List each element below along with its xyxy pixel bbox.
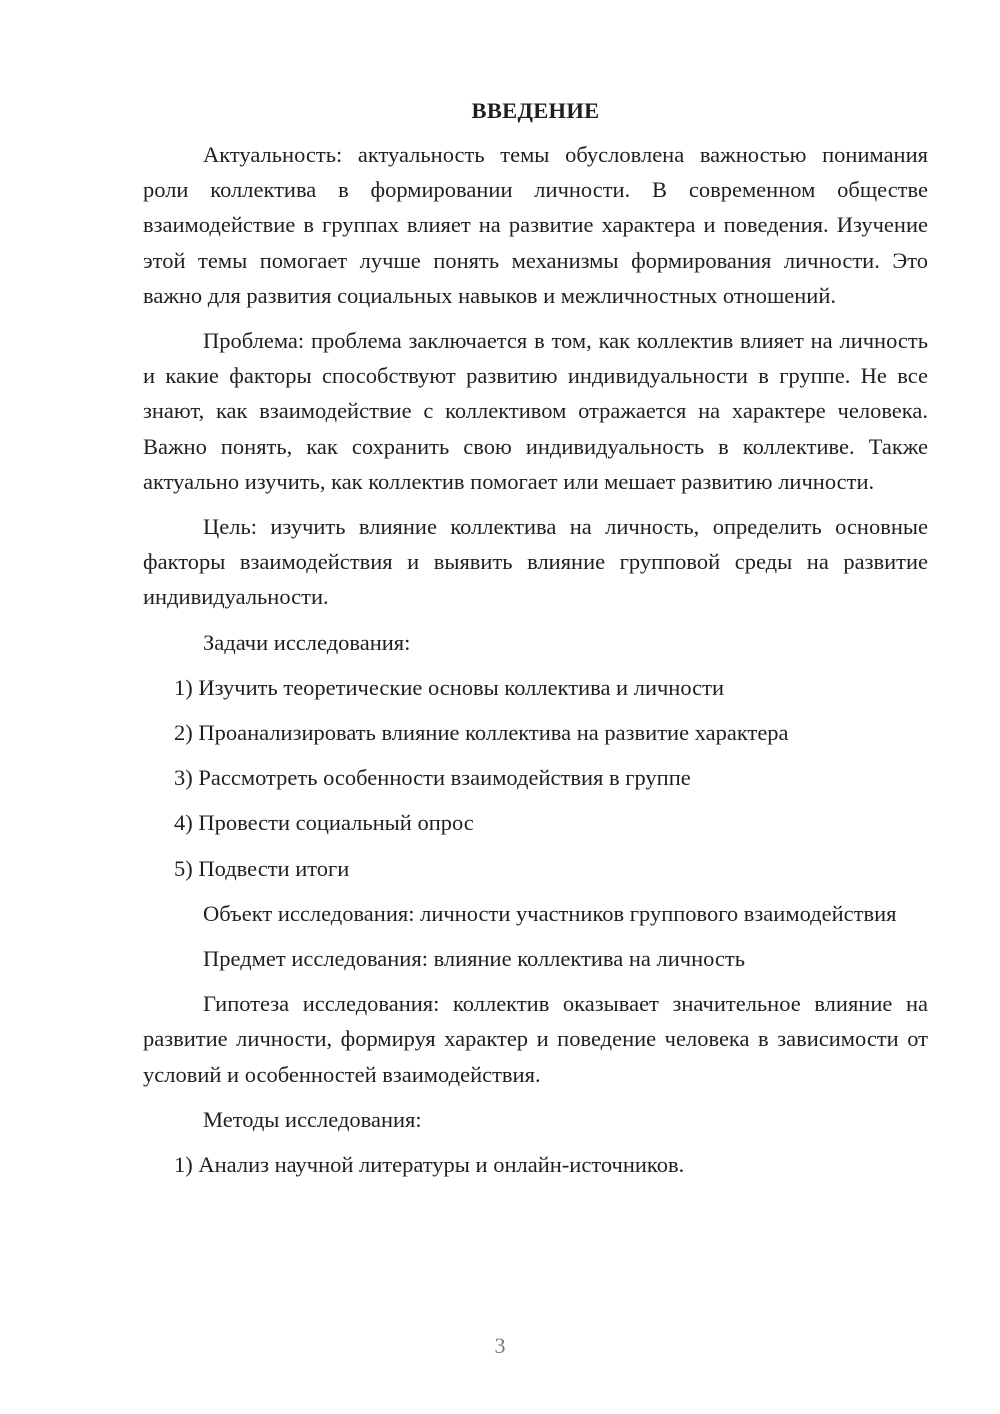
list-item: 2) Проанализировать влияние коллектива на развитие характера	[174, 720, 789, 746]
list-item: 4) Провести социальный опрос	[174, 810, 474, 836]
paragraph-relevance: Актуальность: актуальность темы обусловлена важностью понимания роли коллектива в формировании личности. В современном обществе взаимодействие в группах влияет на развитие характера и поведения. Изучение этой темы помогает лучше понять механизмы формирования личности. Это важно для развития социальных навыков и межличностных отношений.	[143, 142, 928, 308]
list-item: 1) Изучить теоретические основы коллектива и личности	[174, 674, 725, 700]
paragraph-object: Объект исследования: личности участников группового взаимодействия	[203, 900, 897, 926]
document-content	[143, 95, 928, 1192]
page-number: 3	[494, 1333, 506, 1358]
list-item: 3) Рассмотреть особенности взаимодействия в группе	[174, 765, 691, 791]
paragraph-subject: Предмет исследования: влияние коллектива на личность	[203, 946, 746, 972]
paragraph-hypothesis: Гипотеза исследования: коллектив оказывает значительное влияние на развитие личности, формируя характер и поведение человека в зависимости от условий и особенностей взаимодействия.	[143, 991, 928, 1087]
list-item: 1) Анализ научной литературы и онлайн-источников.	[174, 1152, 685, 1178]
tasks-title: Задачи исследования:	[203, 629, 411, 655]
list-item: 5) Подвести итоги	[174, 855, 350, 881]
methods-list	[143, 1147, 928, 1182]
section-heading: ВВЕДЕНИЕ	[471, 98, 600, 123]
tasks-list	[143, 670, 928, 886]
methods-title: Методы исследования:	[203, 1106, 422, 1132]
paragraph-goal: Цель: изучить влияние коллектива на личность, определить основные факторы взаимодействия и выявить влияние групповой среды на развитие индивидуальности.	[143, 514, 928, 610]
paragraph-problem: Проблема: проблема заключается в том, как коллектив влияет на личность и какие факторы способствуют развитию индивидуальности в группе. Не все знают, как взаимодействие с коллективом отражается на характере человека. Важно понять, как сохранить свою индивидуальность в коллективе. Также актуально изучить, как коллектив помогает или мешает развитию личности.	[143, 328, 928, 494]
